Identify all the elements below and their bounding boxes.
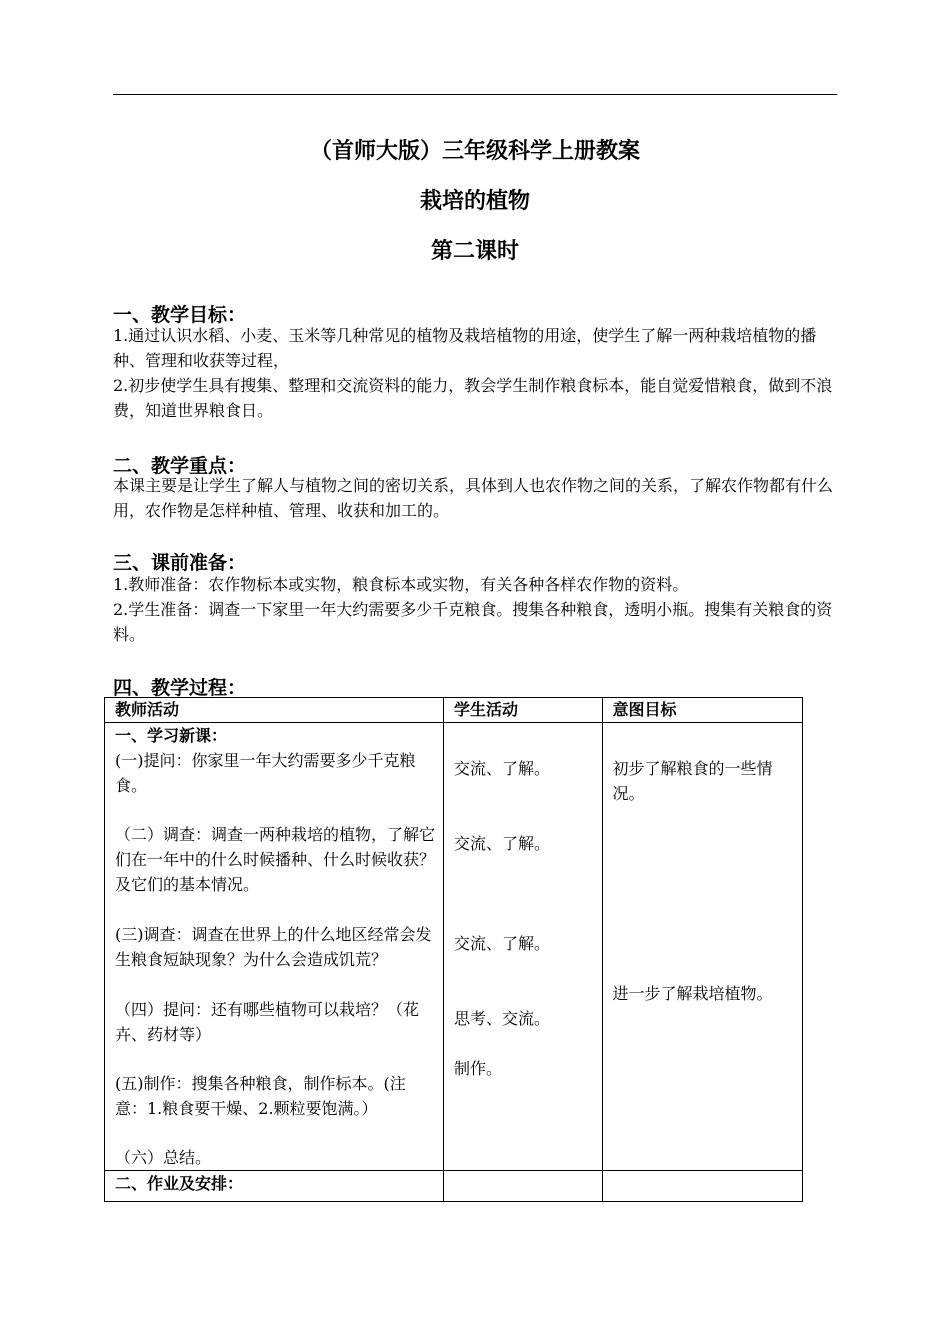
student-s5: 制作。 <box>454 1059 503 1078</box>
empty-cell <box>602 1171 802 1202</box>
teacher-q2: （二）调查：调查一两种栽培的植物，了解它们在一年中的什么时候播种、什么时候收获？及它们的基本情况。 <box>115 825 436 894</box>
student-s3: 交流、了解。 <box>454 934 551 953</box>
header-student: 学生活动 <box>444 698 603 723</box>
teacher-part1: 一、学习新课： <box>115 726 228 745</box>
student-cell <box>444 723 603 1171</box>
teacher-q1: (一)提问：你家里一年大约需要多少千克粮食。 <box>115 751 416 795</box>
preparation-heading: 三、课前准备： <box>113 552 247 574</box>
preparation-list <box>113 572 839 647</box>
header-teacher: 教师活动 <box>105 698 444 723</box>
objectives-heading: 一、教学目标： <box>113 304 247 326</box>
teacher-part2: 二、作业及安排： <box>105 1171 444 1202</box>
objective-item: 2.初步使学生具有搜集、整理和交流资料的能力，教会学生制作粮食标本，能自觉爱惜粮食，做到不浪费，知道世界粮食日。 <box>113 376 833 420</box>
process-heading: 四、教学过程： <box>113 677 247 699</box>
table-row <box>105 1171 803 1202</box>
intent-cell <box>602 723 802 1171</box>
preparation-item: 1.教师准备：农作物标本或实物，粮食标本或实物，有关各种各样农作物的资料。 <box>113 575 689 594</box>
objective-item: 1.通过认识水稻、小麦、玉米等几种常见的植物及栽培植物的用途，使学生了解一两种栽培植物的播种、管理和收获等过程， <box>113 326 817 370</box>
lesson-label: 第二课时 <box>430 239 519 264</box>
key-points-heading: 二、教学重点： <box>113 455 247 477</box>
student-s2: 交流、了解。 <box>454 834 551 853</box>
teacher-q5: (五)制作：搜集各种粮食，制作标本。(注意：1.粮食要干燥、2.颗粒要饱满。） <box>115 1074 406 1118</box>
header-rule <box>113 94 837 95</box>
process-table <box>104 697 803 1202</box>
preparation-item: 2.学生准备：调查一下家里一年大约需要多少千克粮食。搜集各种粮食，透明小瓶。搜集有关粮食的资料。 <box>113 600 833 644</box>
intent-i1: 初步了解粮食的一些情况。 <box>612 759 773 803</box>
student-s1: 交流、了解。 <box>454 759 551 778</box>
table-row <box>105 723 803 1171</box>
intent-i2: 进一步了解栽培植物。 <box>612 984 773 1003</box>
header-intent: 意图目标 <box>602 698 802 723</box>
doc-subtitle: 栽培的植物 <box>419 189 530 214</box>
key-points-text: 本课主要是让学生了解人与植物之间的密切关系，具体到人也农作物之间的关系，了解农作物都有什么用，农作物是怎样种植、管理、收获和加工的。 <box>113 476 834 520</box>
teacher-cell <box>105 723 444 1171</box>
objectives-list <box>113 323 839 423</box>
student-s4: 思考、交流。 <box>454 1009 551 1028</box>
teacher-q4: （四）提问：还有哪些植物可以栽培？（花卉、药材等） <box>115 1000 420 1044</box>
doc-title: （首师大版）三年级科学上册教案 <box>309 139 640 164</box>
teacher-q6: （六）总结。 <box>115 1148 212 1167</box>
empty-cell <box>444 1171 603 1202</box>
table-header-row <box>105 698 803 723</box>
teacher-q3: (三)调查：调查在世界上的什么地区经常会发生粮食短缺现象？为什么会造成饥荒？ <box>115 925 432 969</box>
